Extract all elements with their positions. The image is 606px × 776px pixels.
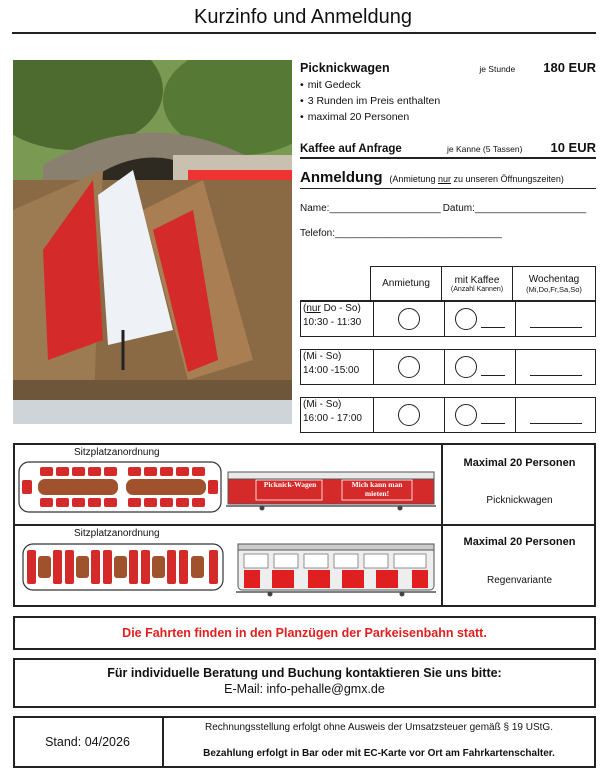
phone-field[interactable]: Telefon:______________________________	[300, 228, 502, 239]
weekday-cell[interactable]	[515, 350, 595, 384]
header-rental	[370, 266, 441, 300]
contact-heading: Für individuelle Beratung und Buchung kontaktieren Sie uns bitte:	[107, 666, 502, 680]
slot-days-rest: Do - So)	[320, 303, 361, 314]
seating-label: Sitzplatzanordnung	[74, 528, 160, 539]
circle-checkbox[interactable]	[455, 356, 477, 378]
slot-days: (	[303, 303, 307, 314]
circle-checkbox[interactable]	[398, 356, 420, 378]
wagon-sign-left: Picknick-Wagen	[263, 480, 317, 489]
title-divider	[12, 32, 596, 34]
name-date-fields	[300, 203, 596, 214]
slot-days-underlined: nur	[306, 303, 321, 314]
product-name: Kaffee auf Anfrage	[300, 143, 402, 155]
coffee-cell[interactable]	[444, 398, 515, 432]
weekday-cell[interactable]	[515, 302, 595, 336]
header-sublabel: (Anzahl Kannen)	[450, 285, 504, 293]
registration-note	[389, 174, 563, 184]
date-field[interactable]: Datum:____________________	[442, 203, 587, 214]
note-underlined: nur	[437, 173, 451, 184]
slot-time: 16:00 - 17:00	[303, 413, 362, 424]
slot-time: 14:00 -15:00	[303, 365, 360, 376]
product-unit: je Kanne (5 Tassen)	[447, 144, 523, 154]
table-row	[300, 349, 596, 385]
product-unit: je Stunde	[479, 64, 516, 74]
weekday-line[interactable]	[530, 422, 582, 424]
weekday-line[interactable]	[530, 326, 582, 328]
product-picknickwagen	[300, 60, 596, 75]
table-header	[300, 266, 596, 301]
capacity-label: Maximal 20 Personen	[463, 536, 576, 548]
coffee-count-line[interactable]	[481, 422, 505, 424]
header-label: mit Kaffee	[454, 274, 500, 286]
registration-heading	[300, 169, 596, 186]
feature-item: • 3 Runden im Preis enthalten	[300, 93, 596, 109]
header-weekday	[512, 266, 595, 300]
feature-item: • mit Gedeck	[300, 77, 596, 93]
circle-checkbox[interactable]	[398, 404, 420, 426]
contact-box	[13, 658, 596, 708]
product-kaffee	[300, 140, 596, 155]
variant-label: Regenvariante	[486, 575, 553, 586]
product-price: 10 EUR	[550, 140, 596, 155]
feature-list	[300, 77, 596, 125]
rental-checkbox[interactable]	[373, 398, 444, 432]
coffee-count-line[interactable]	[481, 326, 505, 328]
product-name: Picknickwagen	[300, 61, 390, 75]
table-row	[300, 301, 596, 337]
wagon-side-picnic	[226, 468, 436, 512]
variant-label: Picknickwagen	[486, 495, 553, 506]
tax-note: Rechnungsstellung erfolgt ohne Ausweis der Umsatzsteuer gemäß § 19 UStG.	[205, 722, 553, 733]
seating-divider	[13, 524, 596, 526]
header-empty	[300, 266, 370, 300]
picnic-wagon-photo	[13, 60, 292, 424]
notice-banner: Die Fahrten finden in den Planzügen der Parkeisenbahn statt.	[13, 616, 596, 650]
coffee-cell[interactable]	[444, 350, 515, 384]
slot-label	[301, 302, 373, 336]
capacity-label: Maximal 20 Personen	[463, 457, 576, 469]
rental-checkbox[interactable]	[373, 302, 444, 336]
feature-item: • maximal 20 Personen	[300, 109, 596, 125]
product-price: 180 EUR	[543, 60, 596, 75]
registration-title: Anmeldung	[300, 168, 383, 186]
note-prefix: (Anmietung	[389, 173, 438, 184]
slot-label	[301, 350, 373, 384]
header-sublabel: (Mi,Do,Fr,Sa,So)	[526, 284, 582, 294]
page-title: Kurzinfo und Anmeldung	[194, 6, 412, 28]
divider	[300, 188, 596, 190]
note-suffix: zu unseren Öffnungszeiten)	[450, 173, 564, 184]
circle-checkbox[interactable]	[455, 308, 477, 330]
circle-checkbox[interactable]	[398, 308, 420, 330]
slot-days: (Mi - So)	[303, 399, 342, 410]
weekday-cell[interactable]	[515, 398, 595, 432]
name-field[interactable]: Name:____________________	[300, 203, 441, 214]
stand-date: Stand: 04/2026	[45, 735, 130, 749]
rental-checkbox[interactable]	[373, 350, 444, 384]
payment-note: Bezahlung erfolgt in Bar oder mit EC-Karte vor Ort am Fahrkartenschalter.	[203, 748, 555, 759]
contact-email[interactable]: E-Mail: info-pehalle@gmx.de	[224, 682, 385, 696]
divider	[300, 157, 596, 159]
slot-time: 10:30 - 11:30	[303, 317, 362, 328]
circle-checkbox[interactable]	[455, 404, 477, 426]
table-row	[300, 397, 596, 433]
wagon-sign-right: Mich kann man mieten!	[351, 480, 403, 498]
seating-label: Sitzplatzanordnung	[74, 447, 160, 458]
seat-plan-rain	[22, 543, 224, 596]
coffee-count-line[interactable]	[481, 374, 505, 376]
info-column	[300, 60, 596, 239]
slot-label	[301, 398, 373, 432]
seat-plan-picnic	[18, 461, 222, 518]
slot-days: (Mi - So)	[303, 351, 342, 362]
coffee-cell[interactable]	[444, 302, 515, 336]
header-label: Anmietung	[382, 278, 430, 289]
header-label: Wochentag	[528, 273, 580, 285]
registration-table	[300, 266, 596, 433]
weekday-line[interactable]	[530, 374, 582, 376]
wagon-side-rain	[236, 542, 436, 603]
header-coffee	[441, 266, 512, 300]
